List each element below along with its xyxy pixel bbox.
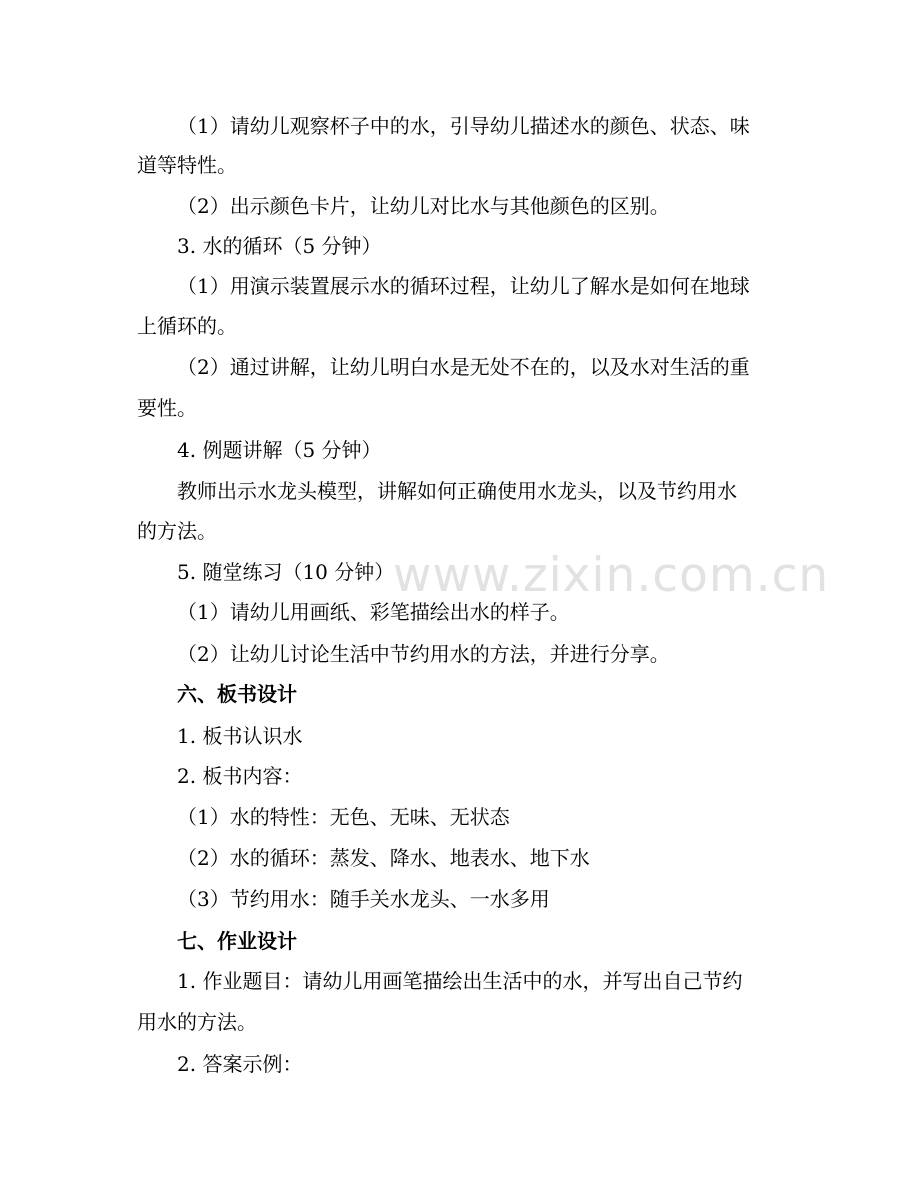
- paragraph-line: 要性。: [137, 396, 197, 420]
- paragraph-line: 2. 答案示例：: [177, 1052, 303, 1076]
- paragraph-line: 用水的方法。: [137, 1010, 257, 1034]
- paragraph-line: （1）用演示装置展示水的循环过程，让幼儿了解水是如何在地球: [177, 274, 750, 298]
- section-heading-4: 4. 例题讲解（5 分钟）: [177, 438, 382, 462]
- watermark: www.zixin.com.cn: [393, 548, 830, 603]
- paragraph-line: （2）通过讲解，让幼儿明白水是无处不在的，以及水对生活的重: [177, 355, 750, 379]
- list-item: （2）水的循环：蒸发、降水、地表水、地下水: [177, 846, 590, 870]
- list-item: 2. 板书内容：: [177, 764, 303, 788]
- paragraph-line: （2）出示颜色卡片，让幼儿对比水与其他颜色的区别。: [177, 194, 670, 218]
- section-heading-3: 3. 水的循环（5 分钟）: [177, 234, 382, 258]
- chapter-heading-homework-design: 七、作业设计: [177, 929, 297, 953]
- paragraph-line: 1. 作业题目：请幼儿用画笔描绘出生活中的水，并写出自己节约: [177, 969, 743, 993]
- list-item: （3）节约用水：随手关水龙头、一水多用: [177, 887, 550, 911]
- chapter-heading-board-design: 六、板书设计: [177, 682, 297, 706]
- paragraph-line: 道等特性。: [137, 153, 237, 177]
- paragraph-line: 的方法。: [137, 519, 217, 543]
- paragraph-line: 教师出示水龙头模型，讲解如何正确使用水龙头，以及节约用水: [177, 479, 737, 503]
- list-item: （1）水的特性：无色、无味、无状态: [177, 805, 510, 829]
- paragraph-line: 上循环的。: [137, 314, 237, 338]
- paragraph-line: （1）请幼儿观察杯子中的水，引导幼儿描述水的颜色、状态、味: [177, 114, 750, 138]
- section-heading-5: 5. 随堂练习（10 分钟）: [177, 560, 395, 584]
- paragraph-line: （2）让幼儿讨论生活中节约用水的方法，并进行分享。: [177, 642, 670, 666]
- list-item: 1. 板书认识水: [177, 724, 303, 748]
- paragraph-line: （1）请幼儿用画纸、彩笔描绘出水的样子。: [177, 600, 570, 624]
